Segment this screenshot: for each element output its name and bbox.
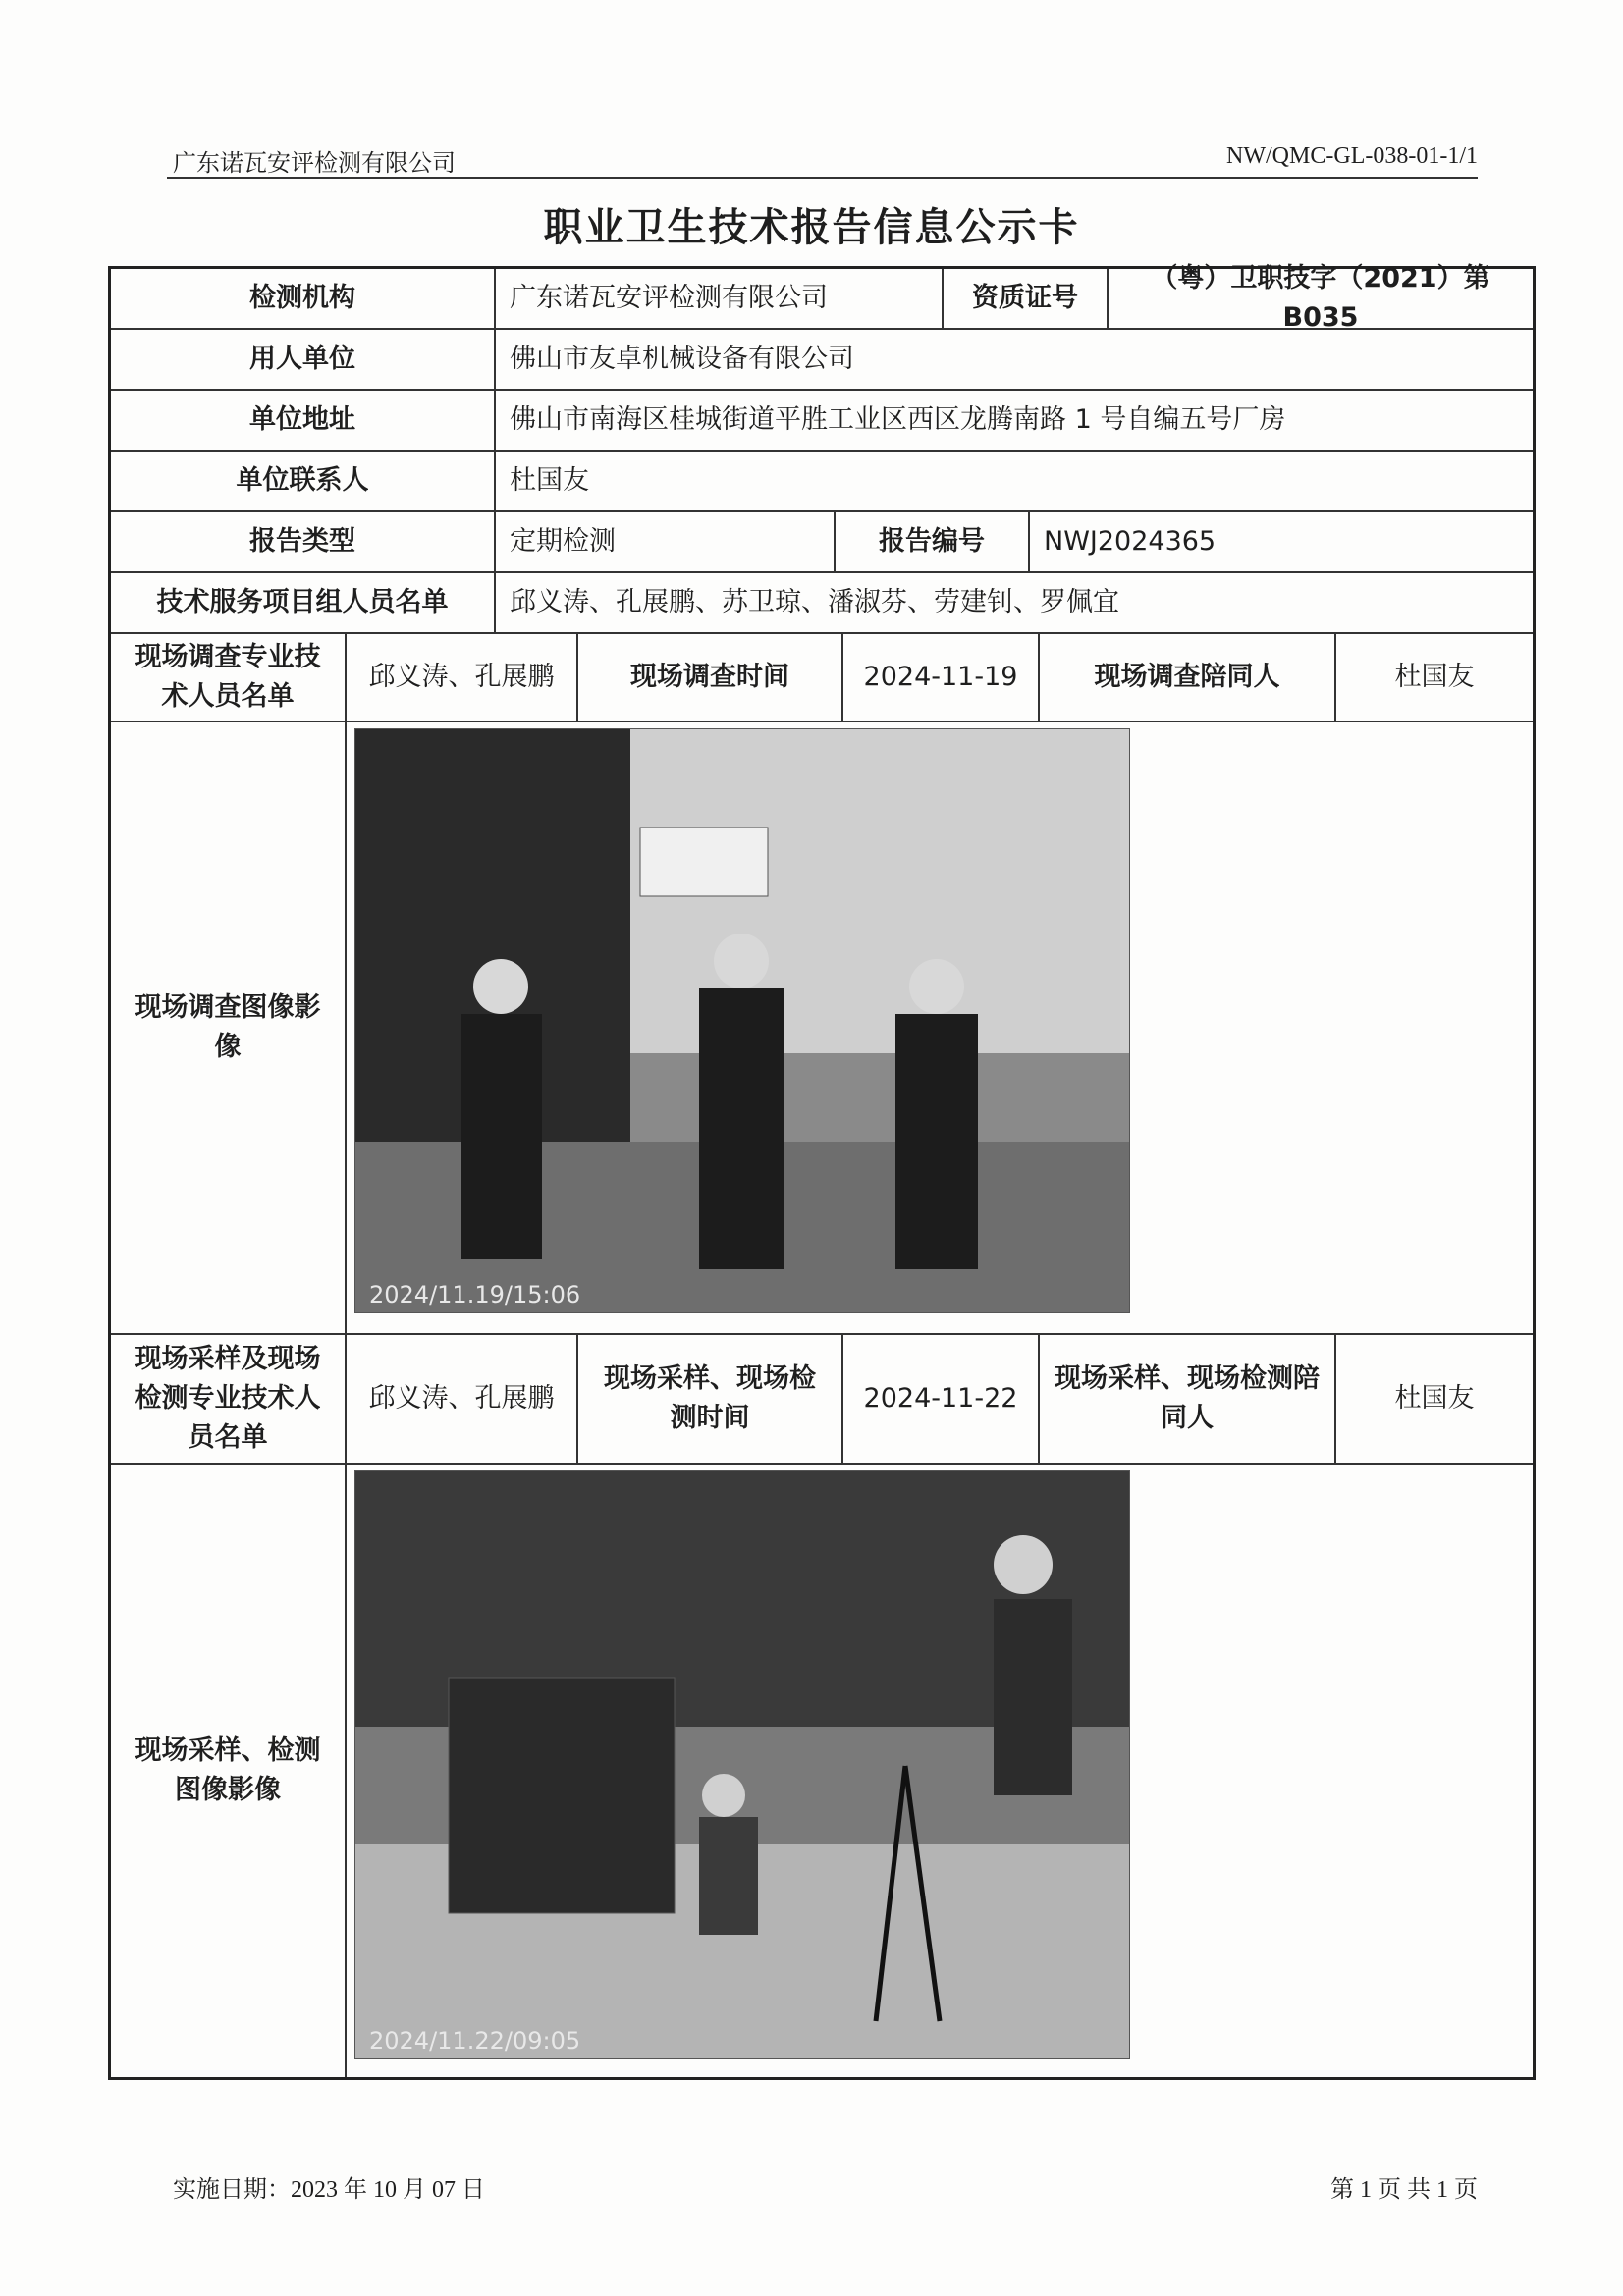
survey-time-value: 2024-11-19 [841,634,1038,721]
sample-escort-label: 现场采样、现场检测陪同人 [1038,1335,1334,1463]
team-value: 邱义涛、孔展鹏、苏卫琼、潘淑芬、劳建钊、罗佩宜 [494,573,1533,632]
row-survey-photo [111,722,1533,1335]
survey-escort-value: 杜国友 [1334,634,1533,721]
sample-photo [354,1470,1130,2059]
sample-time-label: 现场采样、现场检测时间 [576,1335,841,1463]
row-contact [111,452,1533,512]
survey-photo [354,728,1130,1313]
info-table [108,263,1536,2080]
survey-photo-stamp: 2024/11.19/15:06 [369,1281,581,1308]
survey-time-label: 现场调查时间 [576,634,841,721]
sample-staff-label: 现场采样及现场检测专业技术人员名单 [135,1344,321,1453]
sample-photo-image [355,1471,1130,2059]
employer-label: 用人单位 [249,344,355,374]
row-address [111,391,1533,452]
header-company: 广东诺瓦安评检测有限公司 [173,151,456,177]
address-label: 单位地址 [249,404,355,435]
sample-photo-label: 现场采样、检测图像影像 [135,1735,321,1805]
cert-label: 资质证号 [942,269,1107,328]
survey-photo-cell [345,722,1533,1333]
survey-photo-image [355,729,1130,1313]
survey-photo-label: 现场调查图像影像 [135,992,321,1062]
report-no-label: 报告编号 [834,512,1028,571]
row-sample-staff [111,1335,1533,1465]
org-value: 广东诺瓦安评检测有限公司 [494,269,942,328]
team-label: 技术服务项目组人员名单 [156,587,449,617]
sample-photo-stamp: 2024/11.22/09:05 [369,2027,581,2055]
page-title: 职业卫生技术报告信息公示卡 [543,205,1080,250]
sample-time-value: 2024-11-22 [841,1335,1038,1463]
cert-value: （粤）卫职技字（2021）第 B035 [1107,269,1533,328]
row-employer [111,330,1533,391]
contact-value: 杜国友 [494,452,1533,510]
survey-escort-label: 现场调查陪同人 [1038,634,1334,721]
row-sample-photo [111,1465,1533,2077]
sample-photo-cell [345,1465,1533,2077]
report-no-value: NWJ2024365 [1028,512,1533,571]
row-org [111,263,1533,333]
report-type-value: 定期检测 [494,512,834,571]
survey-staff-value: 邱义涛、孔展鹏 [345,634,576,721]
footer-page: 第 1 页 共 1 页 [1330,2177,1478,2203]
row-report-type [111,512,1533,573]
row-survey-staff [111,634,1533,722]
contact-label: 单位联系人 [236,465,369,496]
address-value: 佛山市南海区桂城街道平胜工业区西区龙腾南路 1 号自编五号厂房 [494,391,1533,450]
header-doc-code: NW/QMC-GL-038-01-1/1 [1226,143,1478,169]
row-team [111,573,1533,634]
sample-staff-value: 邱义涛、孔展鹏 [345,1335,576,1463]
sample-escort-value: 杜国友 [1334,1335,1533,1463]
header-rule [167,177,1478,179]
footer-date: 实施日期：2023 年 10 月 07 日 [173,2177,485,2203]
org-label: 检测机构 [249,283,355,313]
survey-staff-label: 现场调查专业技术人员名单 [135,642,321,712]
report-type-label: 报告类型 [249,526,355,557]
employer-value: 佛山市友卓机械设备有限公司 [494,330,1533,389]
